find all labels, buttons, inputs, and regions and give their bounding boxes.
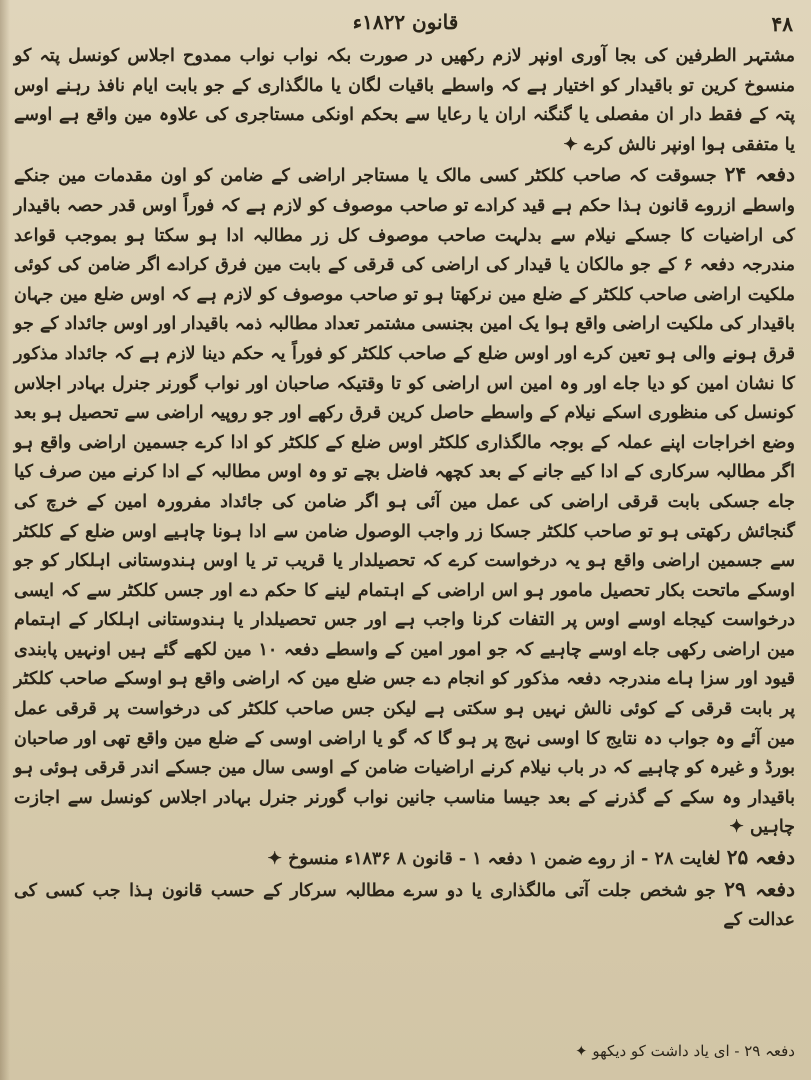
paragraph-continuation <box>14 42 795 160</box>
page-number: ۴۸ <box>771 12 793 36</box>
paragraph-section-24 <box>14 160 795 843</box>
paragraph-text: مشتہر الطرفین کی بجا آوری اونپر لازم رکھیں در صورت بکہ نواب نواب ممدوح اجلاس کونسل پتہ کو منسوخ کرین تو باقیدار کو اختیار ہے کہ واسطے باقیات لگان یا مالگذاری کے جو بابت ایام نافذ رہنے اوس پتہ کے فقط دار ان مفصلی یا گنگنہ اران یا رعایا سے بحکم اونکی مستاجری کی علاوہ مین واقع ہے اوسے یا متفقی ہوا اونپر نالش کرے ✦ <box>14 46 795 155</box>
section-label: دفعہ ۲۴ <box>724 162 796 187</box>
paragraph-section-29 <box>14 875 795 936</box>
paragraph-text: جسوقت کہ صاحب کلکٹر کسی مالک یا مستاجر اراضی کے ضامن کو اون مقدمات مین جنکے واسطے ازروے قانون ہذا حکم ہے قید کرادے تو صاحب موصوف کو لازم ہے کہ فوراً اوس قدر حصہ باقیدار کی اراضیات کا جسکے نیلام سے بدلہت صاحب موصوف کل زر مطالبہ ادا ہو سکتا ہو بموجب قواعد مندرجہ دفعہ ۶ کے جو مالکان یا قیدار کی اراضی کی قرقی کے بابت مین فرق کرادے اگر ضامن کی کوئی ملکیت اراضی صاحب کلکٹر کے ضلع مین نرکھتا ہو تو صاحب موصوف کو لازم ہے کہ اوس ضلع مین جہان باقیدار کی ملکیت اراضی واقع ہوا یک امین بجنسی مشتمر تعداد مطالبہ ذمہ باقیدار اور اوس جائداد کے جو قرق ہونے والی ہو تعین کرے اور اوس ضلع کے صاحب کلکٹر کو فوراً یہ حکم دینا لازم ہے کہ جائداد مذکور کا نشان امین کو دیا جاے اور وہ امین اس اراضی کو تا وقتیکہ صاحبان اور نواب گورنر جنرل بہادر اجلاس کونسل کی منظوری اسکے نیلام کے واسطے حاصل کرین قرق رکھے اور جو روپیہ اراضی سے تحصیل ہو بعد وضع اخراجات اپنے عملہ کے بوجہ مالگذاری کلکٹر اوس ضلع کے کلکٹر کو ادا کرے جسمین اراضی واقع ہو اگر مطالبہ سرکاری کے ادا کیے جانے کے بعد کچھہ فاضل بچے تو وہ اوس مطالبہ کے ادا کرنے مین صرف کیا جاے جسکی بابت قرقی اراضی کی عمل مین آئی ہو اگر ضامن کی جائداد مفرورہ امین کے خرچ کی گنجائش رکھتی ہو تو صاحب کلکٹر جسکا زر واجب الوصول ضامن سے ادا ہونا چاہیے اوس ضلع کے کلکٹر سے جسمین اراضی واقع ہو یہ درخواست کرے کہ تحصیلدار یا قریب تر یا اوس ہندوستانی اہلکار کو جو اوسکے ماتحت بکار تحصیل مامور ہو اس اراضی کے اہتمام لینے کا حکم دے اور جسں کلکٹر سے کہ ایسی درخواست کیجاے اوسے اوس پر التفات کرنا واجب ہے اور جس تحصیلدار یا ہندوستانی اہلکار کے اہتمام مین اراضی رکھی جاے اوسے چاہیے کہ جو امور امین کے واسطے دفعہ ۱۰ مین لکھے گئے ہیں اونہیں پابندی قیود اور سزا ہاے مندرجہ دفعہ مذکور کو انجام دے جس ضلع مین کہ اراضی واقع ہو اوسکے صاحب کلکٹر پر بابت قرقی کے کوئی نالش نہیں ہو سکتی ہے لیکن جس صاحب کلکٹر کی درخواست پر قرقی عمل مین آئے وہ جواب دہ نتایج کا اوسی نہج پر ہو گا کہ گو یا اراضی اوسی کے ضلع مین واقع تھی اور صاحبان بورڈ و غیرہ کو چاہیے کہ در باب نیلام کرنے اراضیات ضامن کے اوسی سال مین جسکے اندر قرقی ہوئی ہو باقیدار وہ سکے کے گذرنے کے بعد جیسا مناسب جانین نواب گورنر جنرل بہادر اجلاس کونسل سے اجازت چاہیں ✦ <box>14 166 795 838</box>
section-label: دفعہ ۲۹ <box>724 876 796 901</box>
page-fold-shadow <box>0 0 10 1080</box>
paragraph-text: لغایت ۲۸ - از روے ضمن ۱ دفعہ ۱ - قانون ۸ ۱۸۳۶ء منسوخ ✦ <box>267 849 721 870</box>
body-text <box>14 42 795 936</box>
section-label: دفعہ ۲۵ <box>726 845 795 870</box>
footnote: دفعہ ۲۹ - ای یاد داشت کو دیکھو ✦ <box>575 1042 795 1060</box>
paragraph-text: جو شخص جلت آتی مالگذاری یا دو سرے مطالبہ سرکار کے حسب قانون ہذا جب کسی کی عدالت کے <box>14 880 795 931</box>
running-title: قانون ۱۸۲۲ء <box>352 10 459 34</box>
paragraph-section-25 <box>14 843 795 875</box>
